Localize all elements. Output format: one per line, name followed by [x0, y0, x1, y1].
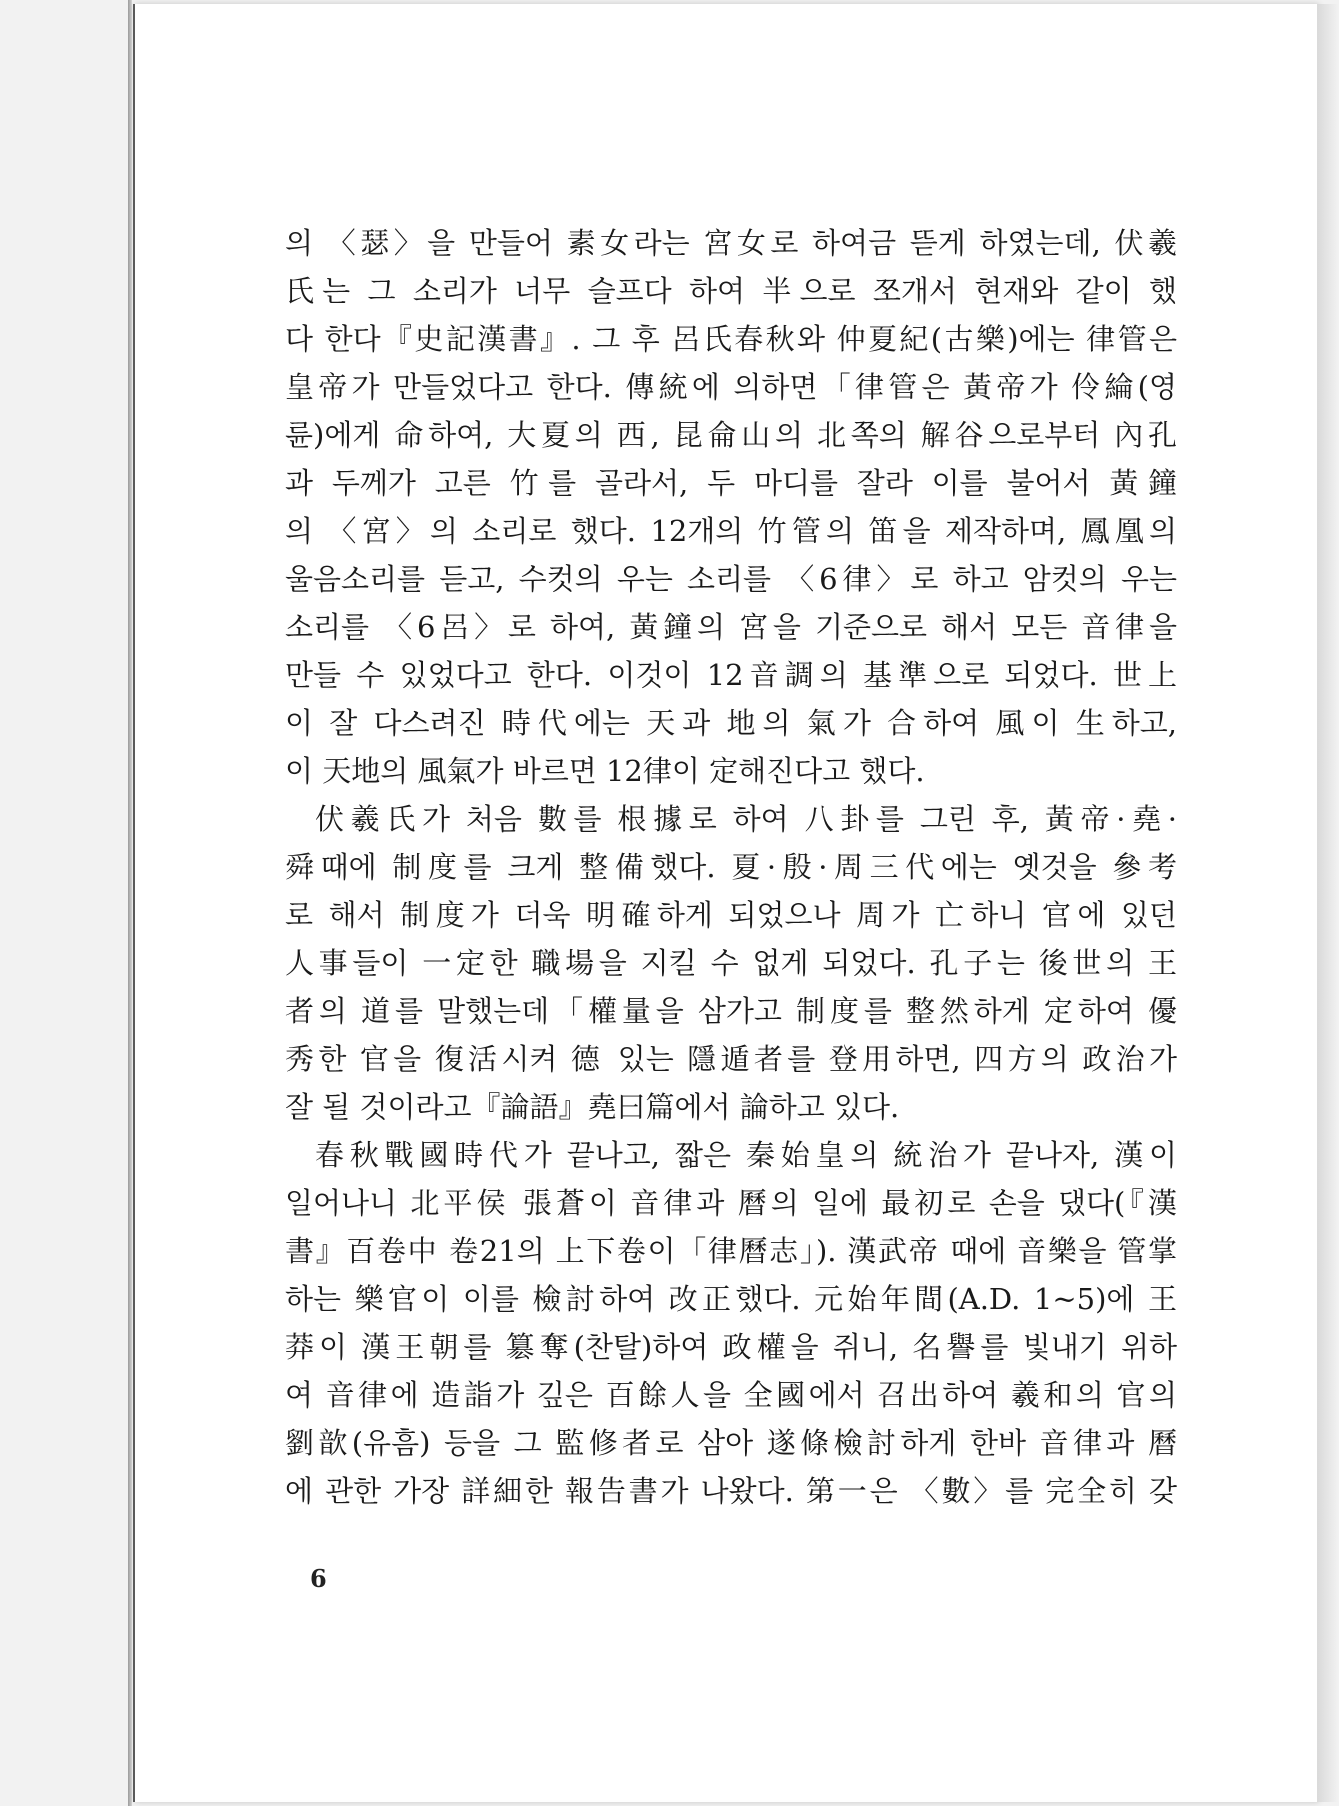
text-line: 秀한 官을 復活시켜 德 있는 隱遁者를 登用하면, 四方의 政治가: [285, 1042, 1177, 1076]
text-line: 伏羲氏가 처음 數를 根據로 하여 八卦를 그린 후, 黃帝·堯·: [315, 802, 1177, 836]
text-line: 에 관한 가장 詳細한 報告書가 나왔다. 第一은 〈數〉를 完全히 갖: [285, 1474, 1177, 1508]
text-line: 이 잘 다스려진 時代에는 天과 地의 氣가 合하여 風이 生하고,: [285, 706, 1177, 740]
text-line: 잘 될 것이라고『論語』堯曰篇에서 論하고 있다.: [285, 1090, 900, 1124]
text-line: 莽이 漢王朝를 簒奪(찬탈)하여 政權을 쥐니, 名譽를 빛내기 위하: [285, 1330, 1177, 1364]
text-line: 다 한다『史記漢書』. 그 후 呂氏春秋와 仲夏紀(古樂)에는 律管은: [285, 322, 1177, 356]
page-stack-edge: [128, 0, 132, 1806]
text-line: 者의 道를 말했는데「權量을 삼가고 制度를 整然하게 定하여 優: [285, 994, 1177, 1028]
text-line: 皇帝가 만들었다고 한다. 傳統에 의하면「律管은 黃帝가 伶綸(영: [285, 370, 1177, 404]
text-line: 울음소리를 듣고, 수컷의 우는 소리를 〈6律〉로 하고 암컷의 우는: [285, 562, 1177, 596]
text-line: 이 天地의 風氣가 바르면 12律이 定해진다고 했다.: [285, 754, 925, 788]
text-line: 과 두께가 고른 竹를 골라서, 두 마디를 잘라 이를 불어서 黃鐘: [285, 466, 1177, 500]
page-number: 6: [310, 1564, 327, 1593]
page-right-edge: [1317, 4, 1339, 1802]
text-line: 舜때에 制度를 크게 整備했다. 夏·殷·周三代에는 옛것을 參考: [285, 850, 1177, 884]
text-line: 륜)에게 命하여, 大夏의 西, 昆侖山의 北쪽의 解谷으로부터 內孔: [285, 418, 1177, 452]
text-line: 하는 樂官이 이를 檢討하여 改正했다. 元始年間(A.D. 1~5)에 王: [285, 1282, 1177, 1316]
book-page: [133, 4, 1317, 1802]
text-line: 로 해서 制度가 더욱 明確하게 되었으나 周가 亡하니 官에 있던: [285, 898, 1177, 932]
text-line: 書』百卷中 卷21의 上下卷이「律曆志」). 漢武帝 때에 音樂을 管掌: [285, 1234, 1177, 1268]
text-line: 劉歆(유흠) 등을 그 監修者로 삼아 遂條檢討하게 한바 音律과 曆: [285, 1426, 1177, 1460]
text-line: 人事들이 一定한 職場을 지킬 수 없게 되었다. 孔子는 後世의 王: [285, 946, 1177, 980]
text-line: 의 〈宮〉의 소리로 했다. 12개의 竹管의 笛을 제작하며, 鳳凰의: [285, 514, 1177, 548]
page-body-text: [285, 219, 1177, 1515]
text-line: 의 〈瑟〉을 만들어 素女라는 宮女로 하여금 뜯게 하였는데, 伏羲: [285, 226, 1177, 260]
text-line: 氏는 그 소리가 너무 슬프다 하여 半으로 쪼개서 현재와 같이 했: [285, 274, 1177, 308]
text-line: 春秋戰國時代가 끝나고, 짧은 秦始皇의 統治가 끝나자, 漢이: [315, 1138, 1177, 1172]
text-line: 만들 수 있었다고 한다. 이것이 12音調의 基準으로 되었다. 世上: [285, 658, 1177, 692]
text-line: 일어나니 北平侯 張蒼이 音律과 曆의 일에 最初로 손을 댔다(『漢: [285, 1186, 1177, 1220]
text-line: 소리를 〈6呂〉로 하여, 黃鐘의 宮을 기준으로 해서 모든 音律을: [285, 610, 1177, 644]
text-line: 여 音律에 造詣가 깊은 百餘人을 全國에서 召出하여 羲和의 官의: [285, 1378, 1177, 1412]
